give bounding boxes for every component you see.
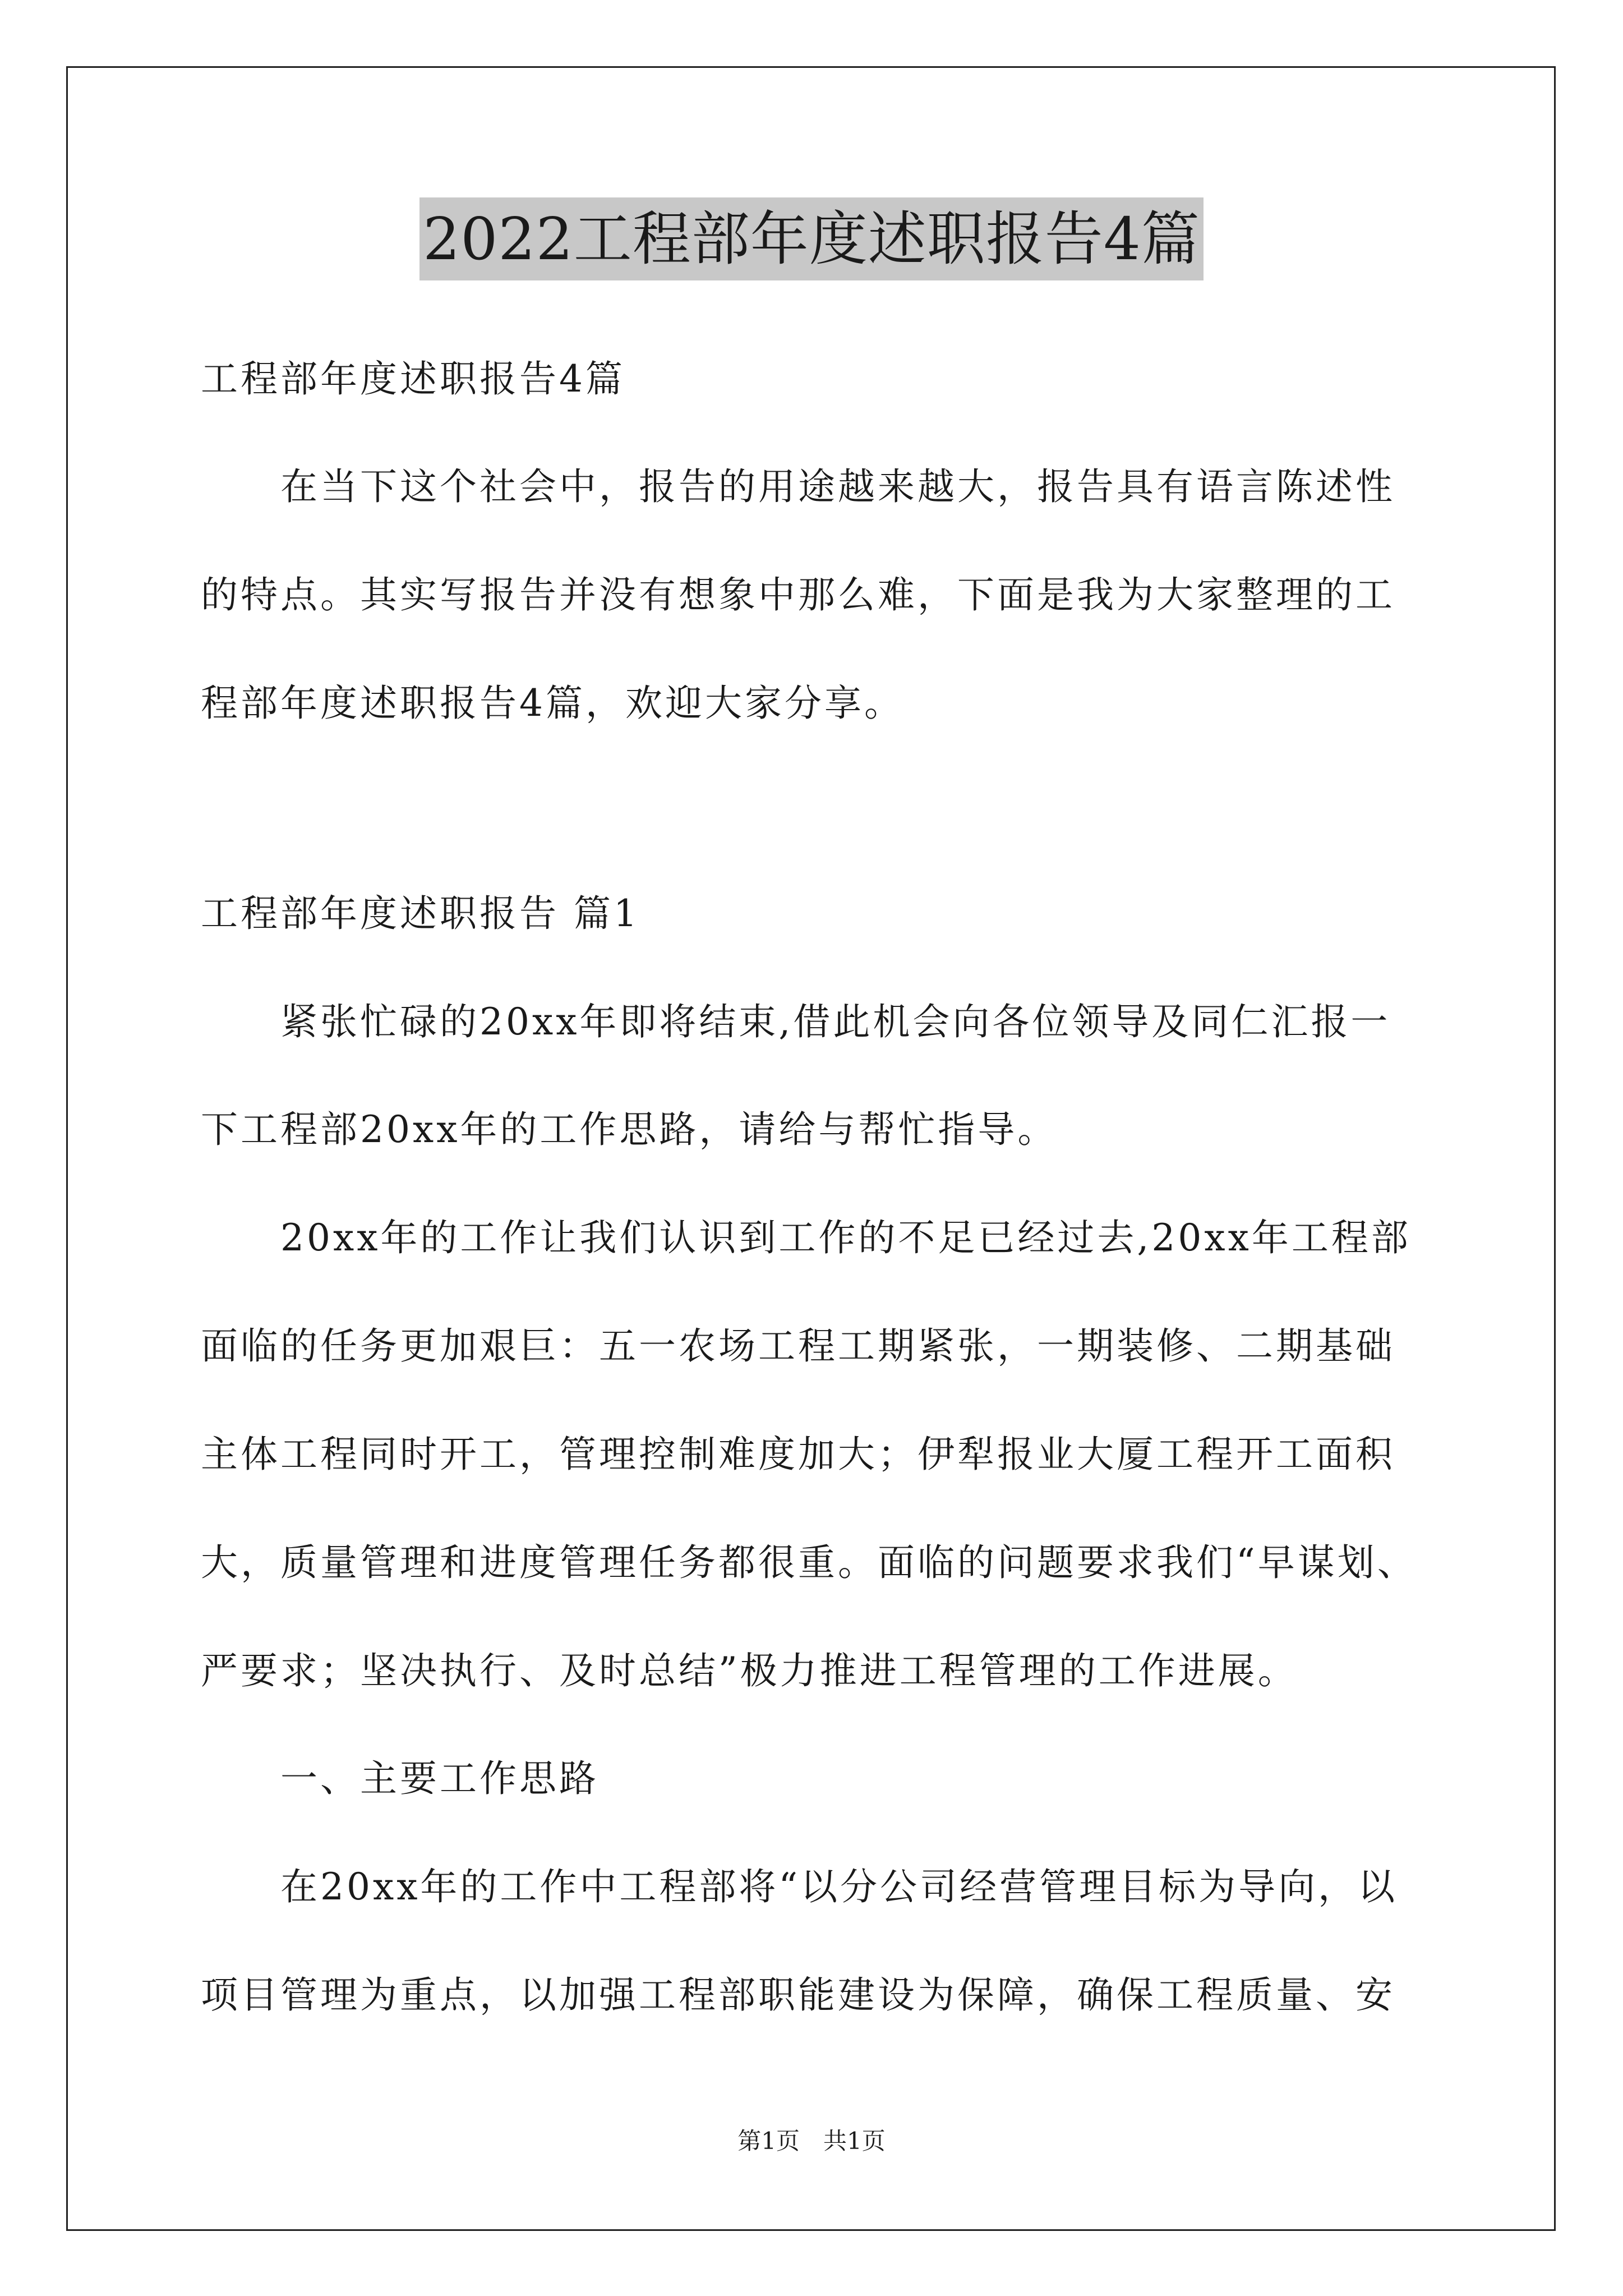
paragraph-line: 严要求；坚决执行、及时总结”极力推进工程管理的工作进展。 xyxy=(201,1649,1298,1692)
document-title: 2022工程部年度述职报告4篇 xyxy=(419,197,1204,280)
paragraph-line: 在20xx年的工作中工程部将“以分公司经营管理目标为导向，以 xyxy=(201,1865,1398,1908)
paragraph-line: 项目管理为重点，以加强工程部职能建设为保障，确保工程质量、安 xyxy=(201,1973,1395,2017)
page-footer: 第1页 共1页 xyxy=(737,2127,886,2155)
paragraph-line: 20xx年的工作让我们认识到工作的不足已经过去,20xx年工程部 xyxy=(201,1216,1411,1259)
paragraph-line: 程部年度述职报告4篇，欢迎大家分享。 xyxy=(201,682,904,725)
paragraph-line: 大，质量管理和进度管理任务都很重。面临的问题要求我们“早谋划、 xyxy=(201,1541,1417,1584)
subtitle-line: 工程部年度述职报告4篇 xyxy=(201,357,625,401)
title-container xyxy=(0,197,1623,280)
paragraph-line: 主体工程同时开工，管理控制难度加大；伊犁报业大厦工程开工面积 xyxy=(201,1433,1395,1476)
paragraph-line: 下工程部20xx年的工作思路，请给与帮忙指导。 xyxy=(201,1108,1058,1151)
subsection-heading: 一、主要工作思路 xyxy=(201,1757,599,1800)
paragraph-line: 的特点。其实写报告并没有想象中那么难，下面是我为大家整理的工 xyxy=(201,573,1395,616)
paragraph-line: 紧张忙碌的20xx年即将结束,借此机会向各位领导及同仁汇报一 xyxy=(201,1000,1391,1043)
paragraph-line: 面临的任务更加艰巨：五一农场工程工期紧张，一期装修、二期基础 xyxy=(201,1324,1395,1368)
section-heading: 工程部年度述职报告 篇1 xyxy=(201,892,640,935)
paragraph-line: 在当下这个社会中，报告的用途越来越大，报告具有语言陈述性 xyxy=(201,465,1395,508)
